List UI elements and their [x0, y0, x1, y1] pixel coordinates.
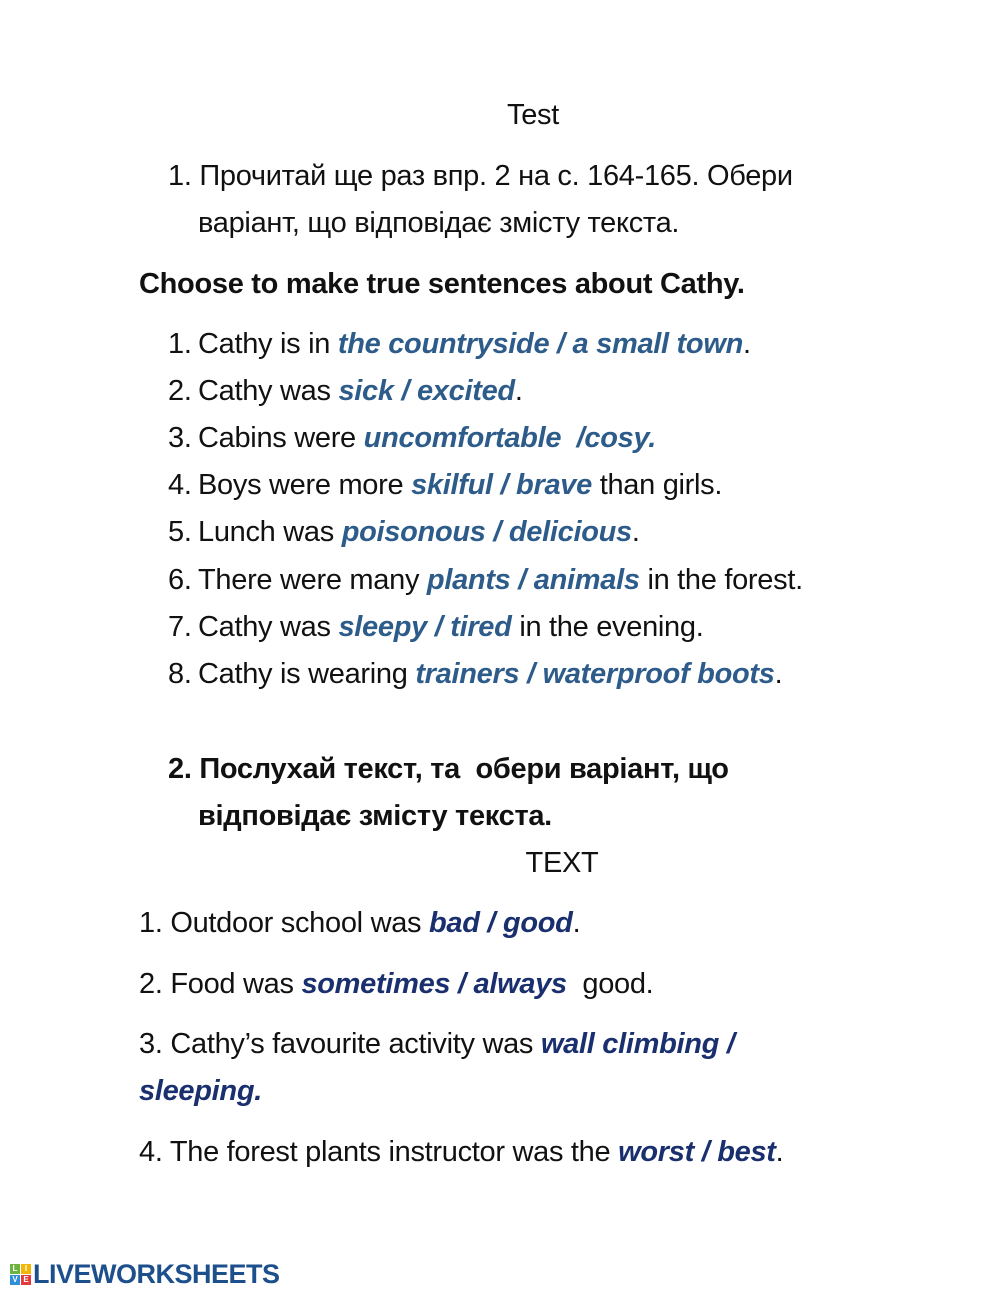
logo-letter-l: L	[10, 1264, 20, 1274]
brand-name: LIVEWORKSHEETS	[33, 1259, 280, 1289]
choice-options[interactable]: sometimes / always	[301, 968, 567, 1000]
item-number: 7.	[168, 611, 192, 643]
part2-instruction-line1: 2. Послухай текст, та обери варіант, що	[168, 753, 729, 785]
item-text-before: Cathy was	[198, 375, 339, 407]
item-text-after: .	[743, 328, 751, 360]
part1-item-4	[168, 467, 722, 503]
item-text-before: There were many	[198, 564, 427, 596]
choice-options[interactable]: plants / animals	[426, 564, 640, 596]
item-number: 1.	[168, 328, 192, 360]
live-logo-icon	[10, 1264, 31, 1285]
item-text-after: in the forest.	[639, 564, 803, 596]
item-text-after: in the evening.	[511, 611, 704, 643]
part1-item-8	[168, 656, 782, 692]
part1-item-7	[168, 609, 703, 645]
choice-options[interactable]: wall climbing /	[540, 1028, 735, 1060]
item-text-after: .	[775, 1136, 784, 1168]
part1-item-1	[168, 326, 751, 362]
liveworksheets-logo[interactable]	[10, 1259, 280, 1290]
part1-instruction-line2: варіант, що відповідає змісту текста.	[198, 207, 680, 239]
item-text-after: .	[774, 658, 783, 690]
choice-options[interactable]: sleepy / tired	[338, 611, 512, 643]
item-number: 3.	[168, 422, 192, 454]
part2-item-3	[139, 1026, 735, 1062]
part1-item-6	[168, 562, 803, 598]
part2-item-4	[139, 1134, 783, 1170]
choice-options[interactable]: worst / best	[618, 1136, 776, 1168]
item-text-before: Cathy is wearing	[198, 658, 416, 690]
item-text-before: Cathy was	[198, 611, 339, 643]
part1-subtitle: Choose to make true sentences about Cathy.	[139, 268, 745, 300]
item-number: 1.	[139, 907, 171, 939]
choice-options[interactable]: trainers / waterproof boots	[415, 658, 775, 690]
item-text-before: Boys were more	[198, 469, 412, 501]
item-text-before: Cathy’s favourite activity was	[170, 1028, 541, 1060]
choice-options[interactable]: poisonous / delicious	[341, 516, 632, 548]
item-text-after: .	[572, 907, 581, 939]
page-title: Test	[507, 99, 559, 131]
logo-letter-v: V	[10, 1275, 20, 1285]
item-text-after: than girls.	[591, 469, 723, 501]
part1-item-2	[168, 373, 523, 409]
item-text-before: Lunch was	[198, 516, 342, 548]
part2-instruction-line2: відповідає змісту текста.	[198, 800, 552, 832]
logo-letter-e: E	[21, 1275, 31, 1285]
part1-item-3	[168, 420, 656, 456]
item-number: 4.	[139, 1136, 170, 1168]
item-text-before: Cabins were	[198, 422, 364, 454]
item-text-before: Outdoor school was	[170, 907, 429, 939]
item-text-before: Food was	[170, 968, 302, 1000]
part1-item-5	[168, 514, 640, 550]
choice-options[interactable]: sick / excited	[338, 375, 515, 407]
part2-item-2	[139, 966, 653, 1002]
choice-options[interactable]: the countryside / a small town	[337, 328, 743, 360]
item-text-before: The forest plants instructor was the	[169, 1136, 619, 1168]
item-text-before: Cathy is in	[198, 328, 338, 360]
item-text-after: .	[514, 375, 523, 407]
item-number: 6.	[168, 564, 192, 596]
choice-options[interactable]: skilful / brave	[411, 469, 592, 501]
item-number: 4.	[168, 469, 192, 501]
choice-options[interactable]: uncomfortable /cosy.	[363, 422, 657, 454]
item-number: 5.	[168, 516, 192, 548]
logo-letter-i: I	[21, 1264, 31, 1274]
item-text-after: good.	[566, 968, 654, 1000]
item-number: 3.	[139, 1028, 171, 1060]
item-number: 2.	[139, 968, 171, 1000]
text-label: TEXT	[525, 847, 599, 879]
item-text-after: .	[631, 516, 640, 548]
item-number: 8.	[168, 658, 192, 690]
part1-instruction-line1: 1. Прочитай ще раз впр. 2 на с. 164-165. Обери	[168, 160, 793, 192]
part2-item-3-continuation	[139, 1073, 262, 1109]
choice-options[interactable]: bad / good	[429, 907, 573, 939]
item-number: 2.	[168, 375, 192, 407]
part2-item-1	[139, 905, 580, 941]
choice-options-continuation[interactable]: sleeping.	[139, 1075, 262, 1107]
